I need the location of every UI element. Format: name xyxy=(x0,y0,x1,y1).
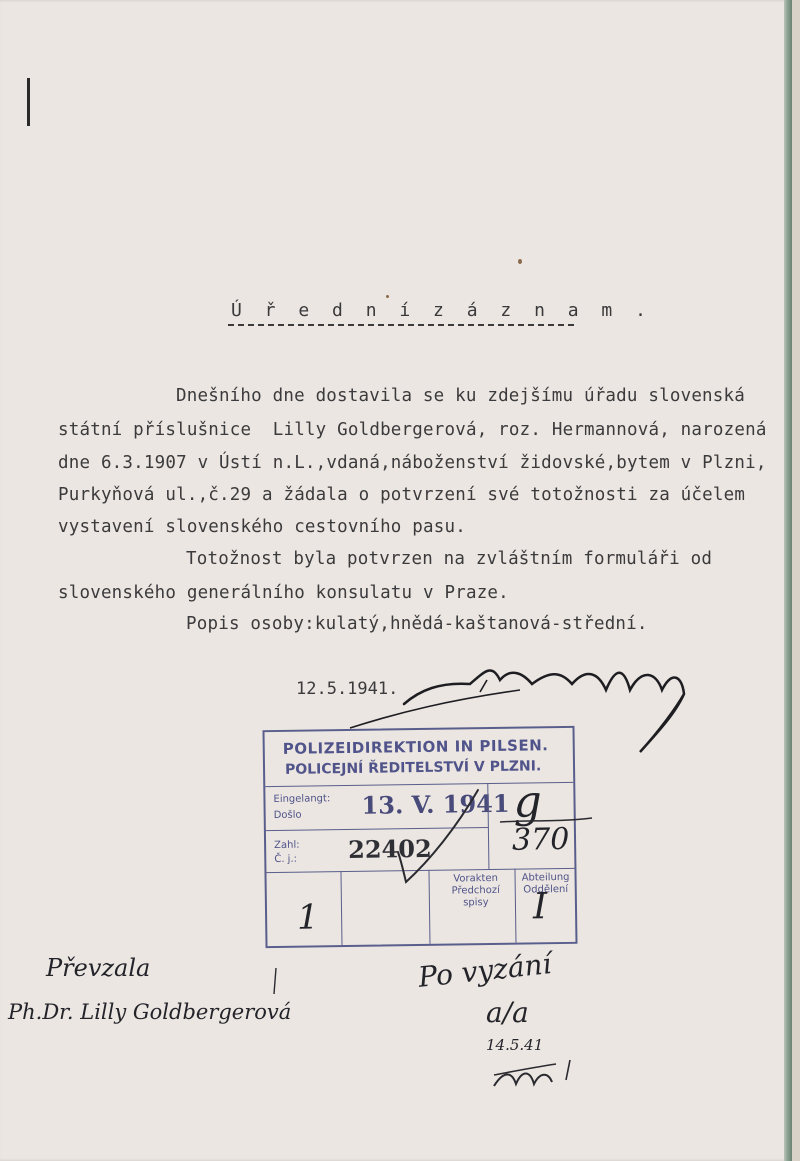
stamp-divider xyxy=(428,870,430,944)
body-line: Purkyňová ul.,č.29 a žádala o potvrzení své totožnosti za účelem xyxy=(58,485,746,505)
police-receipt-stamp xyxy=(262,726,577,948)
body-line: státní příslušnice Lilly Goldbergerová, roz. Hermannová, narozená xyxy=(58,420,767,440)
stamp-col-label: Abteilung Oddělení xyxy=(521,871,570,896)
stamp-handwritten-col4: I xyxy=(532,886,548,928)
stamp-header-german: POLIZEIDIREKTION IN PILSEN. xyxy=(282,736,549,758)
body-line: Dnešního dne dostavila se ku zdejšímu úřadu slovenská xyxy=(176,386,746,406)
stamp-divider xyxy=(340,871,342,945)
stamp-col-label: Vorakten Předchozí spisy xyxy=(451,872,500,909)
body-line: vystavení slovenského cestovního pasu. xyxy=(58,517,466,537)
body-line: Totožnost byla potvrzen na zvláštním formuláři od xyxy=(186,549,713,569)
stamp-received-date: 13. V. 1941 xyxy=(361,788,510,820)
paper-spot xyxy=(518,259,522,264)
handwritten-received-by: Převzala xyxy=(46,954,151,982)
sig-initials-scrawl xyxy=(494,1074,552,1087)
stamp-number-label-cz: Č. j.: xyxy=(274,853,298,866)
body-line: dne 6.3.1907 v Ústí n.L.,vdaná,náboženství židovské,bytem v Plzni, xyxy=(58,453,767,473)
stamp-received-label-cz: Došlo xyxy=(273,809,302,822)
margin-mark xyxy=(27,78,30,126)
body-line: slovenského generálního konsulatu v Praze. xyxy=(58,583,509,603)
stamp-handwritten-dept: g xyxy=(513,776,543,828)
sig-underline xyxy=(494,1060,570,1080)
handwritten-note: Po vyzání xyxy=(416,947,553,994)
page-edge xyxy=(784,0,792,1161)
stamp-handwritten-count: 370 xyxy=(511,821,570,858)
handwritten-initials: a/a xyxy=(486,996,529,1029)
stamp-number-label-de: Zahl: xyxy=(274,839,300,852)
stamp-divider xyxy=(266,827,488,831)
stamp-handwritten-col1: 1 xyxy=(296,897,320,938)
handwritten-recipient-name: Ph.Dr. Lilly Goldbergerová xyxy=(8,1000,292,1024)
paper-spot xyxy=(386,295,389,298)
stamp-divider xyxy=(514,869,516,943)
margin-stroke xyxy=(274,968,276,994)
body-line: Popis osoby:kulatý,hnědá-kaštanová-střední. xyxy=(186,614,648,634)
stamp-number: 22402 xyxy=(347,833,432,865)
handwritten-note-date: 14.5.41 xyxy=(486,1036,544,1054)
stamp-received-label-de: Eingelangt: xyxy=(273,793,331,806)
title-underline xyxy=(228,324,574,326)
document-date: 12.5.1941. xyxy=(296,679,399,699)
document-title: Ú ř e d n í z á z n a m . xyxy=(231,300,652,321)
stamp-header-czech: POLICEJNÍ ŘEDITELSTVÍ V PLZNI. xyxy=(284,758,542,778)
